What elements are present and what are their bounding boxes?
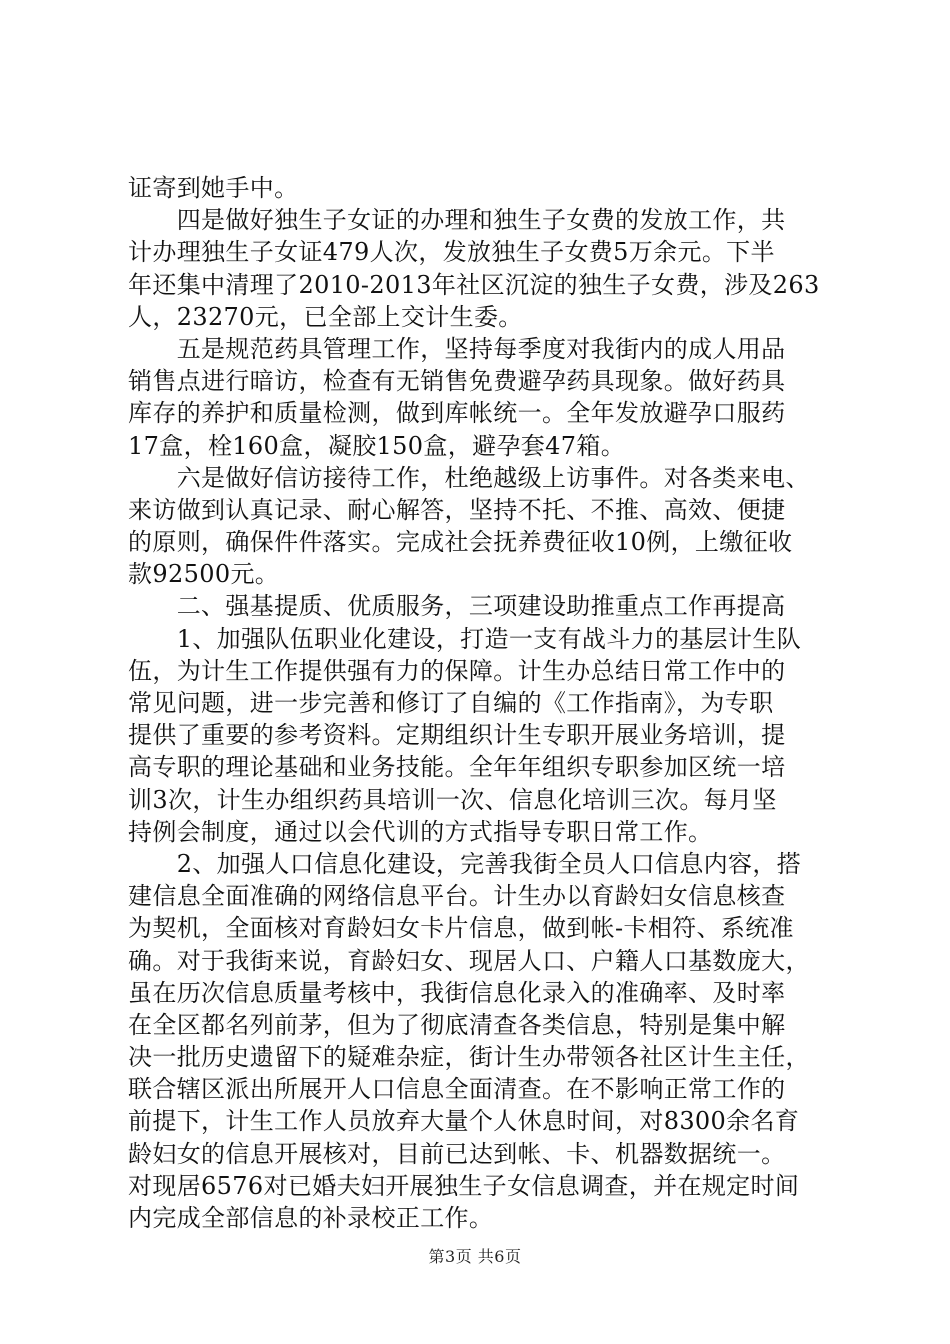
text-line: 款92500元。: [128, 560, 280, 589]
text-line: 的原则，确保件件落实。完成社会抚养费征收10例，上缴征收: [128, 528, 793, 557]
text-line: 二、强基提质、优质服务，三项建设助推重点工作再提高: [128, 592, 786, 621]
text-line: 五是规范药具管理工作，坚持每季度对我街内的成人用品: [128, 334, 786, 363]
text-line: 常见问题，进一步完善和修订了自编的《工作指南》，为专职: [128, 689, 774, 717]
text-line: 17盒，栓160盒，凝胶150盒，避孕套47箱。: [128, 431, 626, 460]
text-line: 计办理独生子女证479人次，发放独生子女费5万余元。下半: [128, 238, 775, 267]
text-line: 销售点进行暗访，检查有无销售免费避孕药具现象。做好药具: [128, 367, 786, 396]
text-line: 建信息全面准确的网络信息平台。计生办以育龄妇女信息核查: [128, 882, 786, 911]
text-line: 确。对于我街来说，育龄妇女、现居人口、户籍人口基数庞大，: [128, 946, 810, 975]
text-line: 前提下，计生工作人员放弃大量个人休息时间，对8300余名育: [128, 1107, 800, 1136]
text-line: 提供了重要的参考资料。定期组织计生专职开展业务培训，提: [128, 721, 786, 750]
text-line: 人，23270元，已全部上交计生委。: [128, 302, 523, 331]
text-line: 来访做到认真记录、耐心解答，坚持不托、不推、高效、便捷: [128, 495, 786, 524]
text-line: 训3次，计生办组织药具培训一次、信息化培训三次。每月坚: [128, 785, 777, 814]
text-line: 六是做好信访接待工作，杜绝越级上访事件。对各类来电、: [128, 463, 810, 492]
text-line: 虽在历次信息质量考核中，我街信息化录入的准确率、及时率: [128, 978, 786, 1007]
page-number-footer: 第3页 共6页: [428, 1247, 522, 1266]
text-line: 决一批历史遗留下的疑难杂症，街计生办带领各社区计生主任，: [128, 1043, 810, 1072]
text-line: 2、加强人口信息化建设，完善我街全员人口信息内容，搭: [128, 849, 802, 878]
text-line: 内完成全部信息的补录校正工作。: [128, 1204, 494, 1232]
text-line: 四是做好独生子女证的办理和独生子女费的发放工作，共: [128, 206, 786, 235]
text-line: 龄妇女的信息开展核对，目前已达到帐、卡、机器数据统一。: [128, 1139, 786, 1168]
text-line: 1、加强队伍职业化建设，打造一支有战斗力的基层计生队: [128, 624, 802, 653]
text-line: 高专职的理论基础和业务技能。全年年组织专职参加区统一培: [128, 753, 786, 782]
text-line: 在全区都名列前茅，但为了彻底清查各类信息，特别是集中解: [128, 1010, 786, 1039]
text-line: 对现居6576对已婚夫妇开展独生子女信息调查，并在规定时间: [128, 1171, 800, 1200]
text-line: 为契机，全面核对育龄妇女卡片信息，做到帐-卡相符、系统准: [128, 914, 794, 943]
text-line: 库存的养护和质量检测，做到库帐统一。全年发放避孕口服药: [128, 399, 786, 428]
text-line: 年还集中清理了2010-2013年社区沉淀的独生子女费，涉及263: [128, 270, 820, 299]
text-line: 持例会制度，通过以会代训的方式指导专职日常工作。: [128, 817, 713, 846]
text-line: 证寄到她手中。: [128, 174, 299, 202]
text-line: 伍，为计生工作提供强有力的保障。计生办总结日常工作中的: [128, 656, 786, 685]
text-line: 联合辖区派出所展开人口信息全面清查。在不影响正常工作的: [128, 1075, 786, 1104]
document-body: [128, 172, 828, 1234]
